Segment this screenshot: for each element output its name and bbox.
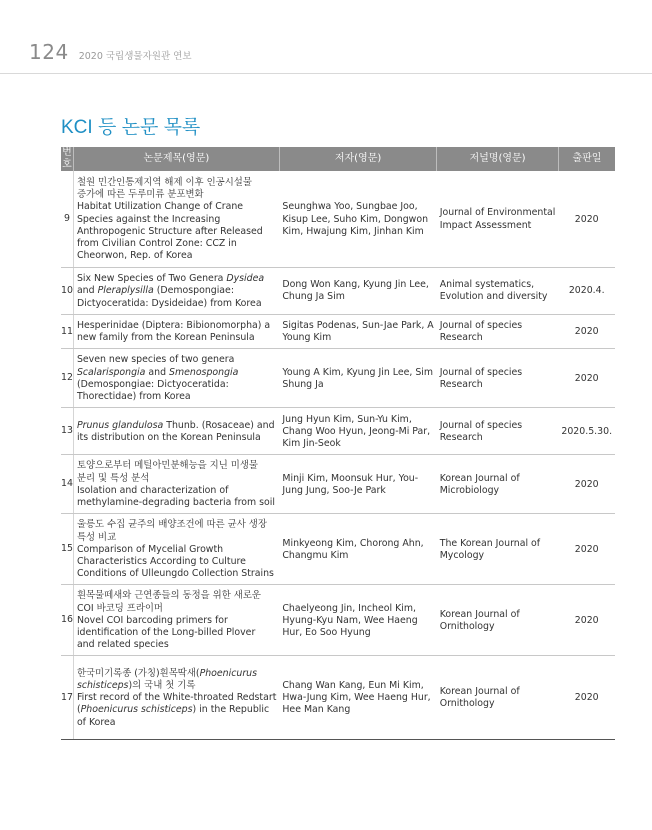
author-line: Minkyeong Kim, Chorong Ahn, bbox=[282, 537, 424, 549]
title-line: Species against the Increasing bbox=[76, 213, 221, 225]
title-line: 흰목물떼새와 근연종들의 동정을 위한 새로운 bbox=[76, 590, 261, 602]
publication-date: 2020 bbox=[558, 314, 615, 348]
row-number: 10 bbox=[61, 267, 73, 314]
publication-date: 2020 bbox=[558, 171, 615, 267]
column-header-number: 번호 bbox=[62, 147, 72, 171]
title-line: Scalarispongia and Smenospongia bbox=[76, 366, 239, 378]
journal-name bbox=[437, 455, 559, 514]
journal-name bbox=[437, 314, 559, 348]
table-row bbox=[61, 314, 615, 348]
page-number: 124 bbox=[29, 40, 69, 64]
table-header-row bbox=[61, 147, 615, 171]
header-divider bbox=[0, 73, 652, 74]
title-line: Anthropogenic Structure after Released bbox=[76, 225, 263, 237]
publication-date: 2020.4. bbox=[558, 267, 615, 314]
journal-line: Impact Assessment bbox=[439, 219, 532, 231]
paper-authors bbox=[279, 314, 436, 348]
title-line: methylamine-degrading bacteria from soil bbox=[76, 497, 275, 509]
publication-date: 2020 bbox=[558, 455, 615, 514]
title-line: and related species bbox=[76, 639, 169, 651]
author-line: Minji Kim, Moonsuk Hur, You- bbox=[282, 472, 419, 484]
author-line: Changmu Kim bbox=[282, 549, 349, 561]
table-row bbox=[61, 408, 615, 455]
author-line: Seunghwa Yoo, Sungbae Joo, bbox=[282, 201, 418, 213]
journal-line: Journal of Environmental bbox=[439, 207, 556, 219]
publication-date: 2020 bbox=[558, 514, 615, 585]
title-line: identification of the Long-billed Plover bbox=[76, 626, 256, 638]
author-line: Jung Jung, Soo-Je Park bbox=[282, 484, 386, 496]
journal-line: Research bbox=[439, 332, 483, 344]
title-line: Six New Species of Two Genera Dysidea bbox=[76, 273, 265, 285]
title-line: Comparison of Mycelial Growth bbox=[76, 543, 224, 555]
author-line: Hur, Eo Soo Hyung bbox=[282, 626, 371, 638]
paper-authors bbox=[279, 267, 436, 314]
row-number: 14 bbox=[61, 455, 73, 514]
title-line: Hesperinidae (Diptera: Bibionomorpha) a bbox=[76, 319, 271, 331]
journal-name bbox=[437, 656, 559, 740]
paper-title bbox=[73, 171, 279, 267]
publication-date: 2020 bbox=[558, 656, 615, 740]
paper-authors bbox=[279, 514, 436, 585]
title-line: new family from the Korean Peninsula bbox=[76, 332, 255, 344]
title-line: Dictyoceratida: Dysideidae) from Korea bbox=[76, 297, 262, 309]
table-row bbox=[61, 455, 615, 514]
column-header-journal: 저널명(영문) bbox=[437, 147, 559, 171]
row-number: 15 bbox=[61, 514, 73, 585]
paper-authors bbox=[279, 656, 436, 740]
author-line: Kisup Lee, Suho Kim, Dongwon bbox=[282, 213, 429, 225]
title-line: Habitat Utilization Change of Crane bbox=[76, 201, 244, 213]
journal-name bbox=[437, 349, 559, 408]
paper-title bbox=[73, 585, 279, 656]
author-line: Sigitas Podenas, Sun-Jae Park, A bbox=[282, 319, 434, 331]
paper-title bbox=[73, 314, 279, 348]
title-line: (Demospongiae: Dictyoceratida: bbox=[76, 378, 229, 390]
row-number: 16 bbox=[61, 585, 73, 656]
row-number: 11 bbox=[61, 314, 73, 348]
paper-authors bbox=[279, 349, 436, 408]
journal-line: Ornithology bbox=[439, 620, 495, 632]
journal-line: Research bbox=[439, 431, 483, 443]
title-line: and Pleraplysilla (Demospongiae: bbox=[76, 285, 234, 297]
title-line: (Phoenicurus schisticeps) in the Republic bbox=[76, 704, 270, 716]
journal-name bbox=[437, 171, 559, 267]
column-header-title: 논문제목(영문) bbox=[73, 147, 279, 171]
paper-authors bbox=[279, 171, 436, 267]
paper-title bbox=[73, 349, 279, 408]
table-row bbox=[61, 514, 615, 585]
author-line: Chang Woo Hyun, Jeong-Mi Par, bbox=[282, 425, 431, 437]
table-row bbox=[61, 171, 615, 267]
journal-line: Mycology bbox=[439, 549, 485, 561]
paper-title bbox=[73, 455, 279, 514]
author-line: Kim, Hwajung Kim, Jinhan Kim bbox=[282, 225, 424, 237]
running-title: 2020 국립생물자원관 연보 bbox=[78, 51, 192, 62]
author-line: Jung Hyun Kim, Sun-Yu Kim, bbox=[282, 413, 412, 425]
title-line: Prunus glandulosa Thunb. (Rosaceae) and bbox=[76, 419, 275, 431]
publication-date: 2020 bbox=[558, 585, 615, 656]
publication-date: 2020.5.30. bbox=[558, 408, 615, 455]
journal-line: Microbiology bbox=[439, 484, 500, 496]
author-line: Chang Wan Kang, Eun Mi Kim, bbox=[282, 680, 424, 692]
journal-name bbox=[437, 514, 559, 585]
paper-title bbox=[73, 656, 279, 740]
title-line: Conditions of Ulleungdo Collection Strains bbox=[76, 568, 274, 580]
journal-line: Evolution and diversity bbox=[439, 291, 548, 303]
column-header-date: 출판일 bbox=[558, 147, 615, 171]
journal-name bbox=[437, 585, 559, 656]
title-line: Thorectidae) from Korea bbox=[76, 391, 191, 403]
author-line: Kim Jin-Seok bbox=[282, 437, 341, 449]
title-line: 철원 민간인통제지역 해제 이후 인공시설물 bbox=[76, 176, 252, 188]
publication-date: 2020 bbox=[558, 349, 615, 408]
title-line: schisticeps)의 국내 첫 기록 bbox=[76, 680, 196, 692]
title-line: its distribution on the Korean Peninsula bbox=[76, 431, 261, 443]
title-line: from Civilian Control Zone: CCZ in bbox=[76, 237, 237, 249]
table-row bbox=[61, 585, 615, 656]
title-line: 한국미기록종 (가칭)흰목딱새(Phoenicurus bbox=[76, 667, 257, 679]
journal-name bbox=[437, 408, 559, 455]
row-number: 12 bbox=[61, 349, 73, 408]
title-line: 특성 비교 bbox=[76, 531, 117, 543]
author-line: Hee Man Kang bbox=[282, 704, 351, 716]
author-line: Young Kim bbox=[282, 332, 332, 344]
title-line: Seven new species of two genera bbox=[76, 354, 235, 366]
journal-line: Ornithology bbox=[439, 698, 495, 710]
title-line: First record of the White-throated Redstart bbox=[76, 692, 277, 704]
journal-line: Journal of species bbox=[439, 319, 523, 331]
journal-name bbox=[437, 267, 559, 314]
title-line: 증가에 따른 두루미류 분포변화 bbox=[76, 189, 204, 201]
table-row bbox=[61, 656, 615, 740]
author-line: Shung Ja bbox=[282, 378, 324, 390]
row-number: 9 bbox=[61, 171, 73, 267]
title-line: 울릉도 수집 균주의 배양조건에 따른 균사 생장 bbox=[76, 519, 267, 531]
author-line: Hwa-Jung Kim, Wee Haeng Hur, bbox=[282, 692, 431, 704]
journal-line: Korean Journal of bbox=[439, 686, 520, 698]
table-row bbox=[61, 267, 615, 314]
journal-line: Korean Journal of bbox=[439, 472, 520, 484]
paper-title bbox=[73, 408, 279, 455]
paper-list-table bbox=[61, 147, 615, 740]
row-number: 13 bbox=[61, 408, 73, 455]
journal-line: The Korean Journal of bbox=[439, 537, 541, 549]
journal-line: Journal of species bbox=[439, 419, 523, 431]
title-line: Cheorwon, Rep. of Korea bbox=[76, 250, 193, 262]
paper-title bbox=[73, 514, 279, 585]
title-line: Novel COI barcoding primers for bbox=[76, 614, 228, 626]
title-line: COI 바코딩 프라이머 bbox=[76, 602, 163, 614]
title-line: 토양으로부터 메틸아민분해능을 지닌 미생물 bbox=[76, 460, 258, 472]
author-line: Chaelyeong Jin, Incheol Kim, bbox=[282, 602, 416, 614]
journal-line: Animal systematics, bbox=[439, 279, 535, 291]
row-number: 17 bbox=[61, 656, 73, 740]
title-line: of Korea bbox=[76, 716, 116, 728]
page-header bbox=[29, 40, 192, 64]
paper-authors bbox=[279, 585, 436, 656]
title-line: Characteristics According to Culture bbox=[76, 555, 246, 567]
author-line: Chung Ja Sim bbox=[282, 291, 345, 303]
table-row bbox=[61, 349, 615, 408]
title-line: 분리 및 특성 분석 bbox=[76, 472, 150, 484]
journal-line: Korean Journal of bbox=[439, 608, 520, 620]
author-line: Dong Won Kang, Kyung Jin Lee, bbox=[282, 279, 429, 291]
author-line: Hyung-Kyu Nam, Wee Haeng bbox=[282, 614, 418, 626]
paper-title bbox=[73, 267, 279, 314]
section-title: KCI 등 논문 목록 bbox=[61, 117, 201, 138]
paper-authors bbox=[279, 408, 436, 455]
journal-line: Journal of species bbox=[439, 366, 523, 378]
title-line: Isolation and characterization of bbox=[76, 484, 229, 496]
paper-authors bbox=[279, 455, 436, 514]
journal-line: Research bbox=[439, 378, 483, 390]
column-header-authors: 저자(영문) bbox=[279, 147, 436, 171]
author-line: Young A Kim, Kyung Jin Lee, Sim bbox=[282, 366, 434, 378]
